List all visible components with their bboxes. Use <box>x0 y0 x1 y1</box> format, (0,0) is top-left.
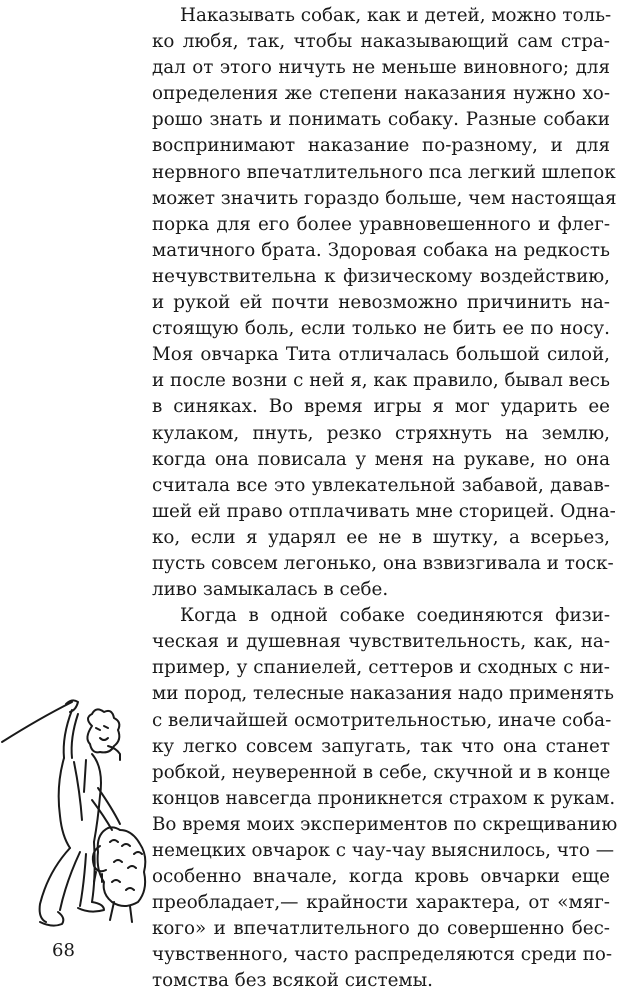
text-line: и после возни с ней я, как правило, бывал весь <box>152 370 610 392</box>
text-line: порка для его более уравновешенного и флег- <box>152 213 610 235</box>
text-line: ливо замыкалась в себе. <box>152 579 389 601</box>
text-line: воспринимают наказание по-разному, и для <box>152 135 610 157</box>
text-line: ми пород, телесные наказания надо применять <box>152 683 615 705</box>
text-line: нервного впечатлительного пса легкий шлепок <box>152 161 616 183</box>
text-line: кого» и впечатлительного до совершенно бес- <box>152 918 610 940</box>
text-line: ческая и душевная чувствительность, как, на- <box>152 631 610 653</box>
text-line: Во время моих экспериментов по скрещиванию <box>152 813 618 835</box>
text-line: Моя овчарка Тита отличалась большой силой, <box>152 344 610 366</box>
text-line: кулаком, пнуть, резко стряхнуть на землю, <box>152 422 610 444</box>
text-line: рошо знать и понимать собаку. Разные собаки <box>152 109 610 131</box>
text-line: ко любя, так, чтобы наказывающий сам стра- <box>152 31 610 53</box>
text-line: нечувствительна к физическому воздействию, <box>152 265 610 287</box>
text-line: ко, если я ударял ее не в шутку, а всерьез, <box>152 526 610 548</box>
text-line: ку легко совсем запугать, так что она станет <box>152 735 610 757</box>
text-line: особенно вначале, когда кровь овчарки еще <box>152 866 610 888</box>
text-line: пусть совсем легонько, она взвизгивала и тоск- <box>152 552 614 574</box>
page-number: 68 <box>52 940 75 961</box>
text-line: Когда в одной собаке соединяются физи- <box>180 605 610 627</box>
text-line: робкой, неуверенной в себе, скучной и в конце <box>152 761 611 783</box>
text-line: дал от этого ничуть не меньше виновного; для <box>152 57 610 79</box>
text-line: шей ей право отплачивать мне сторицей. Одна- <box>152 500 616 522</box>
text-line: томства без всякой системы. <box>152 970 433 992</box>
text-line: чувственного, часто распределяются среди по- <box>152 944 613 966</box>
text-line: концов навсегда проникнется страхом к рукам. <box>152 787 616 809</box>
text-line: с величайшей осмотрительностью, иначе соба- <box>152 709 612 731</box>
text-line: преобладает,— крайности характера, от «мяг- <box>152 892 610 914</box>
man-with-stick-and-dog-illustration <box>0 696 150 938</box>
text-line: немецких овчарок с чау-чау выяснилось, что — <box>152 840 614 861</box>
body-text <box>152 3 618 995</box>
text-line: может значить гораздо больше, чем настоящая <box>152 187 617 209</box>
text-line: определения же степени наказания нужно хо- <box>152 83 610 105</box>
text-line: матичного брата. Здоровая собака на редкость <box>152 239 610 261</box>
text-line: Наказывать собак, как и детей, можно толь- <box>180 5 612 26</box>
text-line: считала все это увлекательной забавой, давав- <box>152 474 610 496</box>
text-line: когда она повисала у меня на рукаве, но она <box>152 448 610 470</box>
text-line: стоящую боль, если только не бить ее по носу. <box>152 318 610 340</box>
text-line: в синяках. Во время игры я мог ударить ее <box>152 396 610 418</box>
text-line: пример, у спаниелей, сеттеров и сходных с ни- <box>152 657 610 679</box>
text-line: и рукой ей почти невозможно причинить на- <box>152 292 610 314</box>
